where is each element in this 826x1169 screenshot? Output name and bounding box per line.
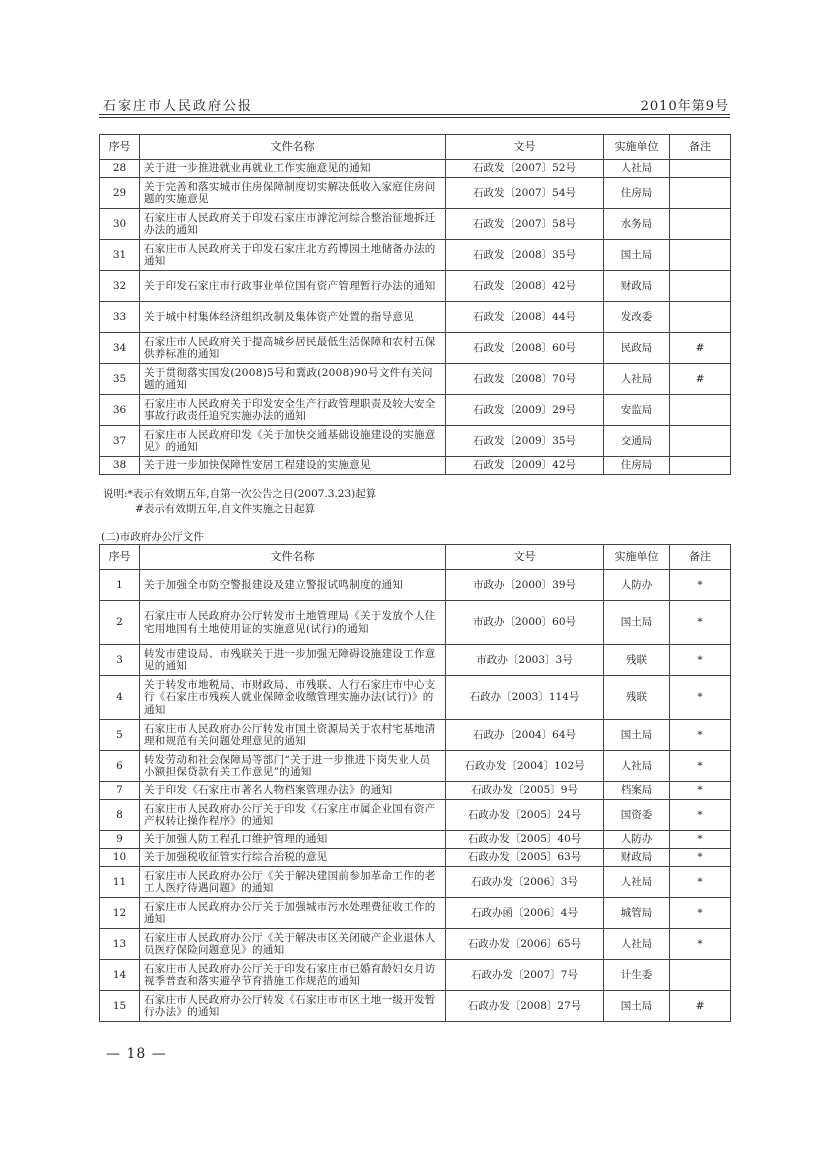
document-title: 关于加强全市防空警报建设及建立警报试鸣制度的通知	[140, 570, 446, 601]
document-title: 石家庄市人民政府办公厅转发市国土资源局关于农村宅基地清理和规范有关问题处理意见的通知	[140, 720, 446, 751]
column-header: 实施单位	[604, 545, 670, 570]
implementing-unit: 档案局	[604, 782, 670, 800]
row-number: 33	[100, 302, 140, 333]
column-header: 文件名称	[140, 545, 446, 570]
document-number: 石政办发〔2007〕7号	[446, 960, 604, 991]
table-row	[100, 849, 731, 867]
table-row	[100, 800, 731, 831]
implementing-unit: 人社局	[604, 160, 670, 178]
document-title: 转发市建设局、市残联关于进一步加强无障碍设施建设工作意见的通知	[140, 645, 446, 676]
row-number: 38	[100, 457, 140, 475]
remark: #	[670, 364, 731, 395]
document-title: 石家庄市人民政府办公厅关于印发石家庄市已婚育龄妇女月访视季普查和落实避孕节育措施工作规范的通知	[140, 960, 446, 991]
document-title: 石家庄市人民政府关于印发石家庄市滹沱河综合整治征地拆迁办法的通知	[140, 209, 446, 240]
remark	[670, 395, 731, 426]
row-number: 13	[100, 929, 140, 960]
implementing-unit: 人防办	[604, 831, 670, 849]
table-row	[100, 991, 731, 1022]
remark: *	[670, 849, 731, 867]
note-line-2: #表示有效期五年,自文件实施之日起算	[135, 503, 316, 515]
table-row	[100, 645, 731, 676]
remark: *	[670, 601, 731, 645]
table-row	[100, 457, 731, 475]
row-number: 34	[100, 333, 140, 364]
document-number: 石政办〔2003〕114号	[446, 676, 604, 720]
row-number: 8	[100, 800, 140, 831]
document-number: 石政发〔2008〕60号	[446, 333, 604, 364]
row-number: 11	[100, 867, 140, 898]
implementing-unit: 人防办	[604, 570, 670, 601]
column-header: 备注	[670, 545, 731, 570]
column-header: 备注	[670, 135, 731, 160]
table-row	[100, 271, 731, 302]
implementing-unit: 民政局	[604, 333, 670, 364]
document-number: 石政发〔2008〕70号	[446, 364, 604, 395]
document-title: 关于印发石家庄市行政事业单位国有资产管理暂行办法的通知	[140, 271, 446, 302]
remark: #	[670, 991, 731, 1022]
remark	[670, 178, 731, 209]
row-number: 37	[100, 426, 140, 457]
column-header: 文号	[446, 135, 604, 160]
document-number: 石政办发〔2005〕9号	[446, 782, 604, 800]
implementing-unit: 安监局	[604, 395, 670, 426]
document-number: 石政发〔2009〕42号	[446, 457, 604, 475]
note-line-1: 说明:*表示有效期五年,自第一次公告之日(2007.3.23)起算	[103, 488, 377, 500]
document-number: 石政办发〔2005〕24号	[446, 800, 604, 831]
table-row	[100, 782, 731, 800]
document-number: 石政发〔2007〕52号	[446, 160, 604, 178]
remark	[670, 426, 731, 457]
remark	[670, 240, 731, 271]
table-row	[100, 960, 731, 991]
implementing-unit: 国土局	[604, 720, 670, 751]
column-header: 文号	[446, 545, 604, 570]
document-number: 市政办〔2000〕39号	[446, 570, 604, 601]
row-number: 32	[100, 271, 140, 302]
column-header: 序号	[100, 545, 140, 570]
implementing-unit: 住房局	[604, 178, 670, 209]
document-number: 石政办〔2004〕64号	[446, 720, 604, 751]
implementing-unit: 城管局	[604, 898, 670, 929]
document-title: 石家庄市人民政府关于印发石家庄北方药博园土地储备办法的通知	[140, 240, 446, 271]
implementing-unit: 人社局	[604, 364, 670, 395]
document-number: 石政办发〔2006〕3号	[446, 867, 604, 898]
row-number: 9	[100, 831, 140, 849]
table-header-row	[100, 135, 731, 160]
table-row	[100, 302, 731, 333]
table-row	[100, 426, 731, 457]
document-number: 石政办函〔2006〕4号	[446, 898, 604, 929]
remark	[670, 960, 731, 991]
table-row	[100, 570, 731, 601]
remark	[670, 271, 731, 302]
section-title: (二)市政府办公厅文件	[101, 531, 204, 543]
table-row	[100, 209, 731, 240]
row-number: 5	[100, 720, 140, 751]
column-header: 序号	[100, 135, 140, 160]
table-row	[100, 364, 731, 395]
column-header: 实施单位	[604, 135, 670, 160]
implementing-unit: 国土局	[604, 991, 670, 1022]
table-office-docs	[99, 544, 731, 1022]
implementing-unit: 人社局	[604, 751, 670, 782]
row-number: 31	[100, 240, 140, 271]
table-row	[100, 333, 731, 364]
implementing-unit: 残联	[604, 645, 670, 676]
remark: *	[670, 676, 731, 720]
document-title: 石家庄市人民政府办公厅关于加强城市污水处理费征收工作的通知	[140, 898, 446, 929]
row-number: 36	[100, 395, 140, 426]
remark: *	[670, 645, 731, 676]
header-rule-thin	[99, 117, 730, 118]
table-row	[100, 240, 731, 271]
row-number: 7	[100, 782, 140, 800]
table-row	[100, 160, 731, 178]
table-row	[100, 720, 731, 751]
document-number: 石政发〔2007〕58号	[446, 209, 604, 240]
document-title: 石家庄市人民政府办公厅转发市土地管理局《关于发放个人住宅用地国有土地使用证的实施意见(试行)的通知	[140, 601, 446, 645]
document-title: 关于加强人防工程孔口维护管理的通知	[140, 831, 446, 849]
table-row	[100, 831, 731, 849]
row-number: 30	[100, 209, 140, 240]
document-title: 关于城中村集体经济组织改制及集体资产处置的指导意见	[140, 302, 446, 333]
implementing-unit: 水务局	[604, 209, 670, 240]
document-number: 石政办发〔2008〕27号	[446, 991, 604, 1022]
table-row	[100, 395, 731, 426]
document-title: 关于转发市地税局、市财政局、市残联、人行石家庄市中心支行《石家庄市残疾人就业保障金收缴管理实施办法(试行)》的通知	[140, 676, 446, 720]
document-number: 石政办发〔2004〕102号	[446, 751, 604, 782]
row-number: 6	[100, 751, 140, 782]
row-number: 4	[100, 676, 140, 720]
remark	[670, 302, 731, 333]
document-number: 市政办〔2000〕60号	[446, 601, 604, 645]
implementing-unit: 交通局	[604, 426, 670, 457]
page-header	[99, 95, 729, 115]
page-number: — 18 —	[106, 1046, 167, 1062]
table-municipal-docs	[99, 134, 731, 475]
document-title: 石家庄市人民政府办公厅《关于解决建国前参加革命工作的老工人医疗待遇问题》的通知	[140, 867, 446, 898]
row-number: 35	[100, 364, 140, 395]
row-number: 12	[100, 898, 140, 929]
remark: *	[670, 929, 731, 960]
document-number: 石政发〔2008〕42号	[446, 271, 604, 302]
document-title: 关于贯彻落实国发(2008)5号和冀政(2008)90号文件有关问题的通知	[140, 364, 446, 395]
implementing-unit: 计生委	[604, 960, 670, 991]
row-number: 10	[100, 849, 140, 867]
document-number: 市政办〔2003〕3号	[446, 645, 604, 676]
document-title: 关于加强税收征管实行综合治税的意见	[140, 849, 446, 867]
remark: *	[670, 898, 731, 929]
remark: *	[670, 800, 731, 831]
document-title: 关于进一步推进就业再就业工作实施意见的通知	[140, 160, 446, 178]
row-number: 3	[100, 645, 140, 676]
document-title: 石家庄市人民政府印发《关于加快交通基础设施建设的实施意见》的通知	[140, 426, 446, 457]
row-number: 14	[100, 960, 140, 991]
implementing-unit: 人社局	[604, 867, 670, 898]
document-number: 石政办发〔2006〕65号	[446, 929, 604, 960]
document-number: 石政发〔2009〕35号	[446, 426, 604, 457]
remark	[670, 457, 731, 475]
document-number: 石政办发〔2005〕63号	[446, 849, 604, 867]
implementing-unit: 国土局	[604, 601, 670, 645]
remark	[670, 160, 731, 178]
row-number: 29	[100, 178, 140, 209]
issue-number: 2010年第9号	[640, 99, 729, 114]
table-row	[100, 898, 731, 929]
remark: *	[670, 570, 731, 601]
document-number: 石政发〔2007〕54号	[446, 178, 604, 209]
document-title: 转发劳动和社会保障局等部门“关于进一步推进下岗失业人员小额担保贷款有关工作意见”的通知	[140, 751, 446, 782]
implementing-unit: 发改委	[604, 302, 670, 333]
remark: *	[670, 867, 731, 898]
remark: *	[670, 720, 731, 751]
document-title: 石家庄市人民政府办公厅《关于解决市区关闭破产企业退休人员医疗保险问题意见》的通知	[140, 929, 446, 960]
document-number: 石政发〔2009〕29号	[446, 395, 604, 426]
table-row	[100, 751, 731, 782]
header-rule-thick	[99, 114, 730, 115]
document-title: 石家庄市人民政府办公厅关于印发《石家庄市属企业国有资产产权转让操作程序》的通知	[140, 800, 446, 831]
publication-title: 石家庄市人民政府公报	[103, 99, 254, 114]
implementing-unit: 国资委	[604, 800, 670, 831]
implementing-unit: 住房局	[604, 457, 670, 475]
row-number: 28	[100, 160, 140, 178]
document-title: 关于完善和落实城市住房保障制度切实解决低收入家庭住房问题的实施意见	[140, 178, 446, 209]
implementing-unit: 残联	[604, 676, 670, 720]
document-title: 石家庄市人民政府办公厅转发《石家庄市市区土地一级开发暂行办法》的通知	[140, 991, 446, 1022]
remark: *	[670, 751, 731, 782]
implementing-unit: 国土局	[604, 240, 670, 271]
document-number: 石政发〔2008〕35号	[446, 240, 604, 271]
table-header-row	[100, 545, 731, 570]
remark: #	[670, 333, 731, 364]
table-row	[100, 867, 731, 898]
document-number: 石政办发〔2005〕40号	[446, 831, 604, 849]
document-title: 关于进一步加快保障性安居工程建设的实施意见	[140, 457, 446, 475]
implementing-unit: 财政局	[604, 271, 670, 302]
table-row	[100, 929, 731, 960]
row-number: 2	[100, 601, 140, 645]
table-row	[100, 178, 731, 209]
row-number: 15	[100, 991, 140, 1022]
column-header: 文件名称	[140, 135, 446, 160]
row-number: 1	[100, 570, 140, 601]
document-title: 石家庄市人民政府关于印发安全生产行政管理职责及较大安全事故行政责任追究实施办法的通知	[140, 395, 446, 426]
document-number: 石政发〔2008〕44号	[446, 302, 604, 333]
table-row	[100, 676, 731, 720]
table-row	[100, 601, 731, 645]
implementing-unit: 财政局	[604, 849, 670, 867]
remark	[670, 209, 731, 240]
notes	[103, 487, 376, 517]
document-title: 石家庄市人民政府关于提高城乡居民最低生活保障和农村五保供养标准的通知	[140, 333, 446, 364]
implementing-unit: 人社局	[604, 929, 670, 960]
document-title: 关于印发《石家庄市著名人物档案管理办法》的通知	[140, 782, 446, 800]
remark: *	[670, 831, 731, 849]
remark: *	[670, 782, 731, 800]
